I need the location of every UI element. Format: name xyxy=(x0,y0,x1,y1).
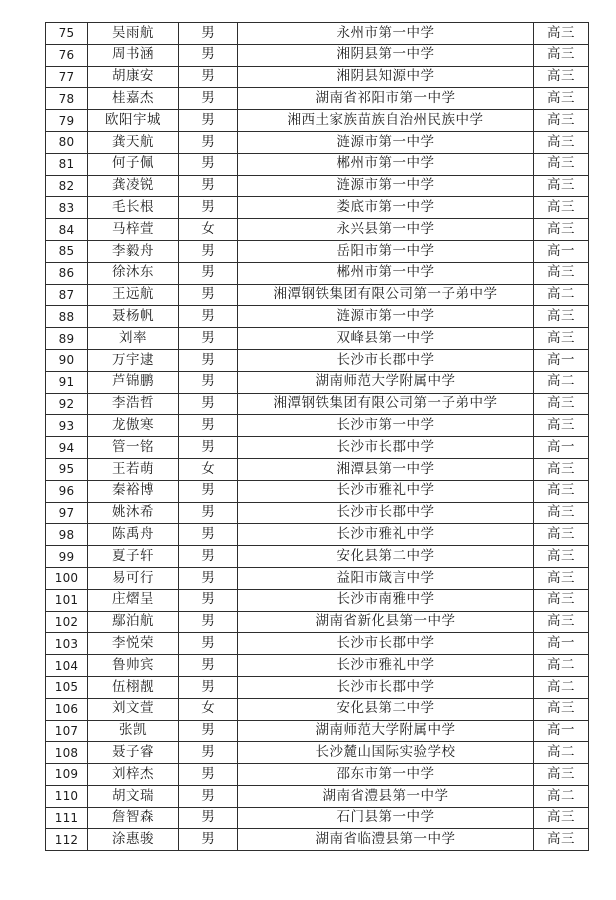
cell-gender: 女 xyxy=(179,698,238,720)
cell-gender: 男 xyxy=(179,23,238,45)
cell-number: 105 xyxy=(46,676,88,698)
cell-gender: 男 xyxy=(179,829,238,851)
table-row xyxy=(46,524,589,546)
cell-name: 陈禹舟 xyxy=(88,524,179,546)
cell-grade: 高二 xyxy=(534,655,589,677)
cell-number: 80 xyxy=(46,131,88,153)
cell-school: 湘潭钢铁集团有限公司第一子弟中学 xyxy=(238,284,534,306)
cell-school: 湖南省临澧县第一中学 xyxy=(238,829,534,851)
cell-grade: 高二 xyxy=(534,371,589,393)
cell-grade: 高三 xyxy=(534,567,589,589)
cell-gender: 男 xyxy=(179,110,238,132)
cell-name: 管一铭 xyxy=(88,437,179,459)
cell-gender: 男 xyxy=(179,676,238,698)
cell-school: 益阳市箴言中学 xyxy=(238,567,534,589)
cell-school: 邵东市第一中学 xyxy=(238,764,534,786)
table-row xyxy=(46,480,589,502)
cell-grade: 高一 xyxy=(534,437,589,459)
cell-number: 77 xyxy=(46,66,88,88)
table-row xyxy=(46,197,589,219)
cell-gender: 男 xyxy=(179,393,238,415)
cell-name: 李悦荣 xyxy=(88,633,179,655)
cell-number: 95 xyxy=(46,458,88,480)
cell-school: 长沙市长郡中学 xyxy=(238,349,534,371)
cell-grade: 高二 xyxy=(534,284,589,306)
cell-name: 胡文瑞 xyxy=(88,785,179,807)
cell-grade: 高三 xyxy=(534,611,589,633)
cell-gender: 男 xyxy=(179,546,238,568)
cell-number: 106 xyxy=(46,698,88,720)
cell-name: 马梓萱 xyxy=(88,219,179,241)
cell-school: 长沙市雅礼中学 xyxy=(238,655,534,677)
table-row xyxy=(46,306,589,328)
table-row xyxy=(46,371,589,393)
cell-gender: 男 xyxy=(179,66,238,88)
table-row xyxy=(46,807,589,829)
cell-gender: 男 xyxy=(179,175,238,197)
cell-name: 王远航 xyxy=(88,284,179,306)
cell-number: 108 xyxy=(46,742,88,764)
cell-grade: 高三 xyxy=(534,829,589,851)
cell-school: 郴州市第一中学 xyxy=(238,262,534,284)
cell-gender: 男 xyxy=(179,415,238,437)
cell-gender: 女 xyxy=(179,458,238,480)
cell-school: 长沙市第一中学 xyxy=(238,415,534,437)
cell-grade: 高三 xyxy=(534,262,589,284)
cell-school: 湘西土家族苗族自治州民族中学 xyxy=(238,110,534,132)
cell-grade: 高三 xyxy=(534,524,589,546)
cell-gender: 男 xyxy=(179,44,238,66)
cell-grade: 高三 xyxy=(534,306,589,328)
student-roster-table xyxy=(45,22,589,851)
cell-number: 110 xyxy=(46,785,88,807)
cell-gender: 男 xyxy=(179,371,238,393)
cell-gender: 女 xyxy=(179,219,238,241)
cell-name: 秦裕博 xyxy=(88,480,179,502)
cell-school: 湘潭钢铁集团有限公司第一子弟中学 xyxy=(238,393,534,415)
table-row xyxy=(46,131,589,153)
cell-gender: 男 xyxy=(179,306,238,328)
cell-school: 长沙市南雅中学 xyxy=(238,589,534,611)
cell-number: 81 xyxy=(46,153,88,175)
cell-name: 万宇逮 xyxy=(88,349,179,371)
cell-gender: 男 xyxy=(179,589,238,611)
cell-gender: 男 xyxy=(179,633,238,655)
cell-grade: 高三 xyxy=(534,480,589,502)
table-row xyxy=(46,66,589,88)
cell-gender: 男 xyxy=(179,720,238,742)
cell-gender: 男 xyxy=(179,502,238,524)
cell-school: 湘潭县第一中学 xyxy=(238,458,534,480)
cell-gender: 男 xyxy=(179,785,238,807)
cell-grade: 高三 xyxy=(534,764,589,786)
cell-name: 张凯 xyxy=(88,720,179,742)
table-row xyxy=(46,23,589,45)
cell-name: 龙傲寒 xyxy=(88,415,179,437)
table-row xyxy=(46,698,589,720)
cell-name: 李毅舟 xyxy=(88,240,179,262)
cell-name: 姚沐希 xyxy=(88,502,179,524)
cell-name: 聂子睿 xyxy=(88,742,179,764)
cell-number: 76 xyxy=(46,44,88,66)
cell-school: 双峰县第一中学 xyxy=(238,328,534,350)
cell-number: 78 xyxy=(46,88,88,110)
cell-number: 89 xyxy=(46,328,88,350)
cell-number: 103 xyxy=(46,633,88,655)
cell-number: 94 xyxy=(46,437,88,459)
cell-number: 86 xyxy=(46,262,88,284)
cell-name: 易可行 xyxy=(88,567,179,589)
table-row xyxy=(46,676,589,698)
cell-gender: 男 xyxy=(179,240,238,262)
cell-school: 涟源市第一中学 xyxy=(238,175,534,197)
table-row xyxy=(46,219,589,241)
cell-number: 87 xyxy=(46,284,88,306)
cell-school: 湖南师范大学附属中学 xyxy=(238,371,534,393)
table-row xyxy=(46,611,589,633)
cell-name: 夏子轩 xyxy=(88,546,179,568)
cell-grade: 高一 xyxy=(534,349,589,371)
cell-number: 88 xyxy=(46,306,88,328)
cell-grade: 高一 xyxy=(534,633,589,655)
cell-school: 石门县第一中学 xyxy=(238,807,534,829)
cell-gender: 男 xyxy=(179,131,238,153)
cell-grade: 高三 xyxy=(534,131,589,153)
cell-number: 91 xyxy=(46,371,88,393)
cell-name: 李浩哲 xyxy=(88,393,179,415)
cell-name: 龚天航 xyxy=(88,131,179,153)
table-row xyxy=(46,655,589,677)
cell-school: 湖南师范大学附属中学 xyxy=(238,720,534,742)
cell-grade: 高三 xyxy=(534,175,589,197)
cell-grade: 高三 xyxy=(534,66,589,88)
cell-grade: 高三 xyxy=(534,153,589,175)
cell-school: 郴州市第一中学 xyxy=(238,153,534,175)
cell-school: 涟源市第一中学 xyxy=(238,131,534,153)
cell-number: 104 xyxy=(46,655,88,677)
cell-grade: 高三 xyxy=(534,44,589,66)
cell-grade: 高三 xyxy=(534,219,589,241)
table-row xyxy=(46,240,589,262)
cell-name: 芦锦鹏 xyxy=(88,371,179,393)
cell-name: 吴雨航 xyxy=(88,23,179,45)
table-row xyxy=(46,153,589,175)
cell-name: 詹智森 xyxy=(88,807,179,829)
cell-name: 龚凌锐 xyxy=(88,175,179,197)
cell-number: 85 xyxy=(46,240,88,262)
cell-name: 涂惠骏 xyxy=(88,829,179,851)
cell-number: 109 xyxy=(46,764,88,786)
cell-gender: 男 xyxy=(179,437,238,459)
cell-name: 庄熠呈 xyxy=(88,589,179,611)
cell-number: 97 xyxy=(46,502,88,524)
cell-grade: 高三 xyxy=(534,23,589,45)
cell-school: 长沙麓山国际实验学校 xyxy=(238,742,534,764)
table-row xyxy=(46,175,589,197)
table-row xyxy=(46,393,589,415)
cell-number: 100 xyxy=(46,567,88,589)
cell-school: 湘阴县第一中学 xyxy=(238,44,534,66)
cell-grade: 高三 xyxy=(534,393,589,415)
cell-school: 湖南省祁阳市第一中学 xyxy=(238,88,534,110)
cell-grade: 高二 xyxy=(534,676,589,698)
cell-gender: 男 xyxy=(179,611,238,633)
cell-number: 75 xyxy=(46,23,88,45)
cell-school: 长沙市雅礼中学 xyxy=(238,524,534,546)
table-row xyxy=(46,437,589,459)
cell-school: 长沙市长郡中学 xyxy=(238,676,534,698)
table-row xyxy=(46,458,589,480)
cell-grade: 高一 xyxy=(534,720,589,742)
cell-gender: 男 xyxy=(179,284,238,306)
table-row xyxy=(46,829,589,851)
cell-number: 99 xyxy=(46,546,88,568)
cell-number: 83 xyxy=(46,197,88,219)
cell-grade: 高三 xyxy=(534,458,589,480)
table-row xyxy=(46,764,589,786)
cell-gender: 男 xyxy=(179,807,238,829)
cell-name: 刘率 xyxy=(88,328,179,350)
cell-school: 长沙市雅礼中学 xyxy=(238,480,534,502)
cell-name: 徐沐东 xyxy=(88,262,179,284)
cell-name: 王若萌 xyxy=(88,458,179,480)
cell-school: 娄底市第一中学 xyxy=(238,197,534,219)
table-row xyxy=(46,88,589,110)
cell-number: 98 xyxy=(46,524,88,546)
cell-gender: 男 xyxy=(179,153,238,175)
cell-school: 湖南省新化县第一中学 xyxy=(238,611,534,633)
cell-school: 涟源市第一中学 xyxy=(238,306,534,328)
cell-name: 伍栩靓 xyxy=(88,676,179,698)
cell-gender: 男 xyxy=(179,197,238,219)
cell-name: 桂嘉杰 xyxy=(88,88,179,110)
table-row xyxy=(46,567,589,589)
cell-school: 长沙市长郡中学 xyxy=(238,633,534,655)
cell-grade: 高三 xyxy=(534,110,589,132)
cell-school: 岳阳市第一中学 xyxy=(238,240,534,262)
cell-grade: 高三 xyxy=(534,502,589,524)
table-row xyxy=(46,415,589,437)
cell-gender: 男 xyxy=(179,764,238,786)
cell-gender: 男 xyxy=(179,567,238,589)
cell-grade: 高三 xyxy=(534,589,589,611)
cell-school: 湖南省澧县第一中学 xyxy=(238,785,534,807)
cell-number: 96 xyxy=(46,480,88,502)
table-body xyxy=(46,23,589,851)
cell-number: 112 xyxy=(46,829,88,851)
table-row xyxy=(46,262,589,284)
cell-gender: 男 xyxy=(179,480,238,502)
table-row xyxy=(46,502,589,524)
cell-name: 周书涵 xyxy=(88,44,179,66)
cell-grade: 高三 xyxy=(534,328,589,350)
table-row xyxy=(46,742,589,764)
cell-grade: 高三 xyxy=(534,698,589,720)
cell-gender: 男 xyxy=(179,742,238,764)
cell-number: 107 xyxy=(46,720,88,742)
table-row xyxy=(46,589,589,611)
cell-school: 安化县第二中学 xyxy=(238,698,534,720)
cell-grade: 高三 xyxy=(534,197,589,219)
cell-gender: 男 xyxy=(179,262,238,284)
cell-school: 长沙市长郡中学 xyxy=(238,502,534,524)
cell-grade: 高三 xyxy=(534,88,589,110)
cell-name: 胡康安 xyxy=(88,66,179,88)
cell-grade: 高三 xyxy=(534,807,589,829)
cell-grade: 高二 xyxy=(534,785,589,807)
cell-school: 湘阴县知源中学 xyxy=(238,66,534,88)
cell-number: 92 xyxy=(46,393,88,415)
table-row xyxy=(46,633,589,655)
cell-name: 刘梓杰 xyxy=(88,764,179,786)
cell-number: 111 xyxy=(46,807,88,829)
cell-gender: 男 xyxy=(179,88,238,110)
cell-number: 101 xyxy=(46,589,88,611)
cell-name: 刘文萱 xyxy=(88,698,179,720)
cell-number: 93 xyxy=(46,415,88,437)
cell-school: 安化县第二中学 xyxy=(238,546,534,568)
table-row xyxy=(46,328,589,350)
table-row xyxy=(46,44,589,66)
cell-gender: 男 xyxy=(179,655,238,677)
cell-number: 90 xyxy=(46,349,88,371)
cell-name: 何子佩 xyxy=(88,153,179,175)
cell-name: 鄢泊航 xyxy=(88,611,179,633)
cell-gender: 男 xyxy=(179,349,238,371)
table-row xyxy=(46,110,589,132)
table-row xyxy=(46,720,589,742)
table-row xyxy=(46,546,589,568)
table-row xyxy=(46,785,589,807)
cell-school: 长沙市长郡中学 xyxy=(238,437,534,459)
cell-grade: 高三 xyxy=(534,546,589,568)
cell-gender: 男 xyxy=(179,524,238,546)
cell-name: 鲁帅宾 xyxy=(88,655,179,677)
cell-school: 永兴县第一中学 xyxy=(238,219,534,241)
cell-name: 聂杨帆 xyxy=(88,306,179,328)
cell-school: 永州市第一中学 xyxy=(238,23,534,45)
cell-number: 84 xyxy=(46,219,88,241)
cell-number: 102 xyxy=(46,611,88,633)
cell-name: 毛长根 xyxy=(88,197,179,219)
cell-gender: 男 xyxy=(179,328,238,350)
cell-number: 79 xyxy=(46,110,88,132)
cell-grade: 高三 xyxy=(534,415,589,437)
table-row xyxy=(46,284,589,306)
cell-number: 82 xyxy=(46,175,88,197)
cell-grade: 高二 xyxy=(534,742,589,764)
cell-name: 欧阳宇城 xyxy=(88,110,179,132)
cell-grade: 高一 xyxy=(534,240,589,262)
table-row xyxy=(46,349,589,371)
